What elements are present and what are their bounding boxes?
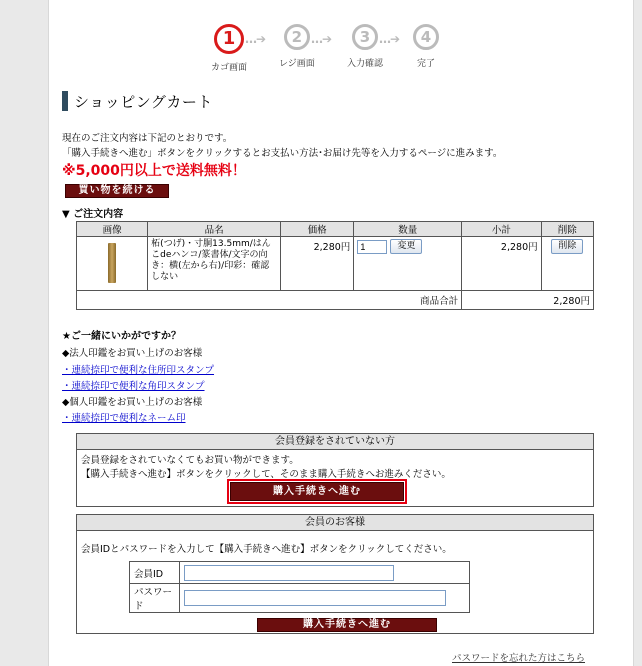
guest-line-2: 【購入手続きへ進む】ボタンをクリックして、そのまま購入手続きへお進みください。 [81,469,451,480]
quantity-input[interactable] [357,240,387,254]
step-arrow-icon: …➔ [379,32,400,46]
free-shipping-promo: ※5,000円以上で送料無料！ [62,163,246,179]
continue-shopping-button[interactable]: 買い物を続ける [65,184,169,198]
guest-box-title: 会員登録をされていない方 [77,434,593,450]
page-title [62,91,213,111]
total-label: 商品合計 [77,291,462,310]
item-quantity-cell [354,237,462,291]
col-header-name: 品名 [148,222,281,237]
link-address-stamp[interactable]: ・連続捺印で便利な住所印スタンプ [62,365,215,376]
member-id-label: 会員ID [130,562,180,584]
step-register [279,24,315,69]
password-input[interactable] [184,590,446,606]
col-header-price: 価格 [281,222,354,237]
intro-line-2: 「購入手続きへ進む」ボタンをクリックするとお支払い方法･お届け先等を入力するページに進みます。 [62,148,503,159]
member-id-cell [180,562,470,584]
member-instruction: 会員IDとパスワードを入力して【購入手続きへ進む】ボタンをクリックしてください。 [81,544,452,555]
step-confirm [347,24,383,69]
product-image [108,243,116,283]
recommend-corp-heading: ◆法人印鑑をお買い上げのお客様 [62,348,203,359]
link-square-stamp[interactable]: ・連続捺印で便利な角印スタンプ [62,381,205,392]
member-id-input[interactable] [184,565,394,581]
delete-item-button[interactable]: 削除 [551,239,583,254]
item-price: 2,280円 [281,237,354,291]
step-cart [211,24,247,73]
forgot-password-link[interactable]: パスワードを忘れた方はこちら [451,653,585,664]
guest-checkout-button[interactable]: 購入手続きへ進む [230,482,404,501]
link-name-stamp[interactable]: ・連続捺印で便利なネーム印 [62,413,186,424]
step-complete [413,24,439,69]
page-container [48,0,634,666]
step-number-3: 3 [352,24,378,50]
col-header-subtotal: 小計 [462,222,542,237]
member-checkout-button[interactable]: 購入手続きへ進む [257,618,437,632]
cart-item-row [77,237,594,291]
step-number-1: 1 [214,24,244,54]
member-id-row [130,562,470,584]
guest-box-body [77,450,593,482]
member-box-title: 会員のお客様 [77,515,593,531]
cart-header-row [77,222,594,237]
item-delete-cell [541,237,593,291]
step-label: 入力確認 [347,59,384,69]
item-name: 柘(つげ)・寸胴13.5mm/はんこdeハンコ/篆書体/文字の向き：横(左から右)/印彩：確認しない [148,237,281,291]
cart-total-row [77,291,594,310]
step-label: カゴ画面 [211,63,248,73]
update-quantity-button[interactable]: 変更 [390,239,422,254]
step-arrow-icon: …➔ [311,32,332,46]
col-header-image: 画像 [77,222,148,237]
progress-steps [209,24,449,74]
cart-table [76,221,594,310]
page-title-text: ショッピングカート [74,92,213,111]
intro-line-1: 現在のご注文内容は下記のとおりです。 [62,133,233,144]
col-header-delete: 削除 [541,222,593,237]
order-section-title: ▼ ご注文内容 [62,209,124,220]
password-label: パスワード [130,584,180,613]
title-bar-icon [62,91,68,111]
login-form [129,561,470,613]
password-row [130,584,470,613]
recommend-personal-heading: ◆個人印鑑をお買い上げのお客様 [62,397,203,408]
password-cell [180,584,470,613]
total-value: 2,280円 [462,291,594,310]
item-image-cell [77,237,148,291]
col-header-quantity: 数量 [354,222,462,237]
guest-line-1: 会員登録をされていなくてもお買い物ができます。 [81,455,299,466]
step-arrow-icon: …➔ [245,32,266,46]
step-number-4: 4 [413,24,439,50]
recommend-title: ★ご一緒にいかがですか？ [62,331,181,342]
step-label: 完了 [416,59,435,69]
item-subtotal: 2,280円 [462,237,542,291]
step-number-2: 2 [284,24,310,50]
step-label: レジ画面 [279,59,315,69]
